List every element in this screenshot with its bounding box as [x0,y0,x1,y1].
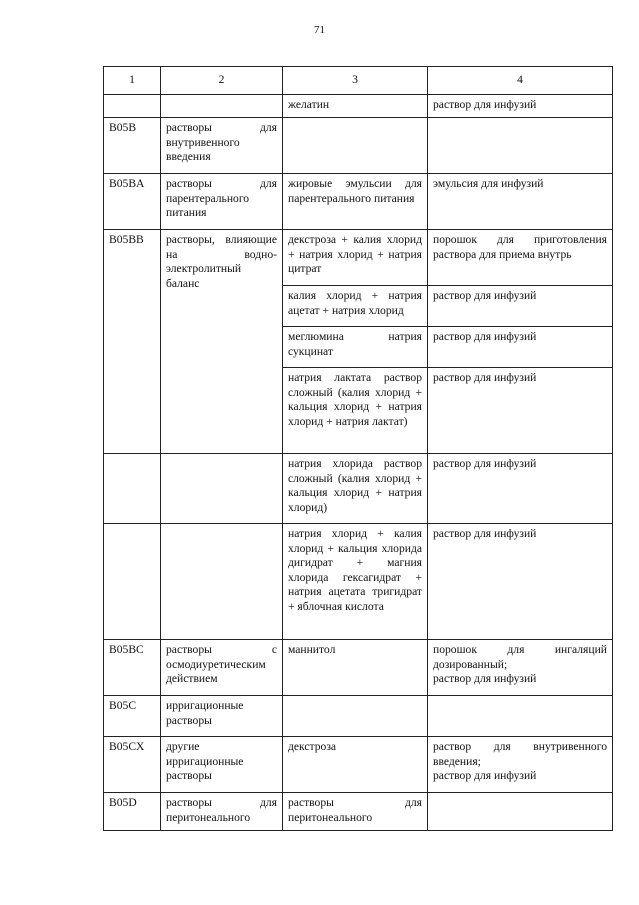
atc-code-cell: B05BC [104,640,161,696]
group-name-cell [161,524,283,640]
table-row [104,793,613,831]
atc-code-cell: B05CX [104,737,161,793]
group-name-cell: растворы для парентерального питания [161,174,283,230]
group-name-cell: ирригационные растворы [161,696,283,737]
table-row [104,696,613,737]
page-number: 71 [314,24,325,36]
atc-code-cell: B05B [104,118,161,174]
dosage-form-cell: порошок для приготовления раствора для приема внутрь [428,230,613,286]
table-row [104,737,613,793]
dosage-form-cell [428,118,613,174]
atc-code-cell: B05BB [104,230,161,454]
atc-code-cell [104,524,161,640]
dosage-form-cell [428,793,613,831]
table-row [104,174,613,230]
substance-cell: декстроза [283,737,428,793]
substance-cell: калия хлорид + натрия ацетат + натрия хлорид [283,286,428,327]
dosage-form-cell: раствор для инфузий [428,327,613,368]
table-row [104,640,613,696]
header-col-4: 4 [428,67,613,95]
dosage-form-line: раствор для инфузий [433,672,537,686]
group-name-cell: растворы для перитонеального [161,793,283,831]
substance-cell [283,118,428,174]
substance-cell: меглюмина натрия сукцинат [283,327,428,368]
dosage-form-cell [428,696,613,737]
header-col-2: 2 [161,67,283,95]
substance-cell: желатин [283,95,428,118]
group-name-cell: растворы для внутривенного введения [161,118,283,174]
substance-cell: натрия хлорид + калия хлорид + кальция хлорида дигидрат + магния хлорида гексагидрат + натрия ацетата тригидрат + яблочная кислота [283,524,428,640]
substance-cell: растворы для перитонеального [283,793,428,831]
atc-code-cell: B05D [104,793,161,831]
dosage-form-line: раствор для внутривенного введения; [433,740,607,768]
table-row [104,454,613,524]
group-name-cell [161,95,283,118]
group-name-cell [161,454,283,524]
dosage-form-cell [428,640,613,696]
atc-code-cell [104,95,161,118]
table-row [104,230,613,286]
table-row [104,118,613,174]
table-row [104,524,613,640]
dosage-form-cell: эмульсия для инфузий [428,174,613,230]
dosage-form-cell: раствор для инфузий [428,524,613,640]
header-col-3: 3 [283,67,428,95]
dosage-form-cell: раствор для инфузий [428,286,613,327]
dosage-form-cell: раствор для инфузий [428,368,613,454]
dosage-form-cell [428,737,613,793]
drug-classification-table [103,66,613,831]
dosage-form-line: порошок для ингаляций дозированный; [433,643,607,671]
atc-code-cell: B05C [104,696,161,737]
group-name-cell: растворы с осмодиуретическим действием [161,640,283,696]
header-col-1: 1 [104,67,161,95]
substance-cell: натрия лактата раствор сложный (калия хлорид + кальция хлорид + натрия хлорид + натрия лактат) [283,368,428,454]
substance-cell: декстроза + калия хлорид + натрия хлорид + натрия цитрат [283,230,428,286]
atc-code-cell: B05BA [104,174,161,230]
group-name-cell: другие ирригационные растворы [161,737,283,793]
substance-cell: маннитол [283,640,428,696]
table-row [104,95,613,118]
dosage-form-cell: раствор для инфузий [428,95,613,118]
atc-code-cell [104,454,161,524]
dosage-form-line: раствор для инфузий [433,769,537,783]
dosage-form-cell: раствор для инфузий [428,454,613,524]
table-header-row [104,67,613,95]
substance-cell: натрия хлорида раствор сложный (калия хлорид + кальция хлорид + натрия хлорид) [283,454,428,524]
substance-cell [283,696,428,737]
substance-cell: жировые эмульсии для парентерального питания [283,174,428,230]
group-name-cell: растворы, влияющие на водно-электролитный баланс [161,230,283,454]
